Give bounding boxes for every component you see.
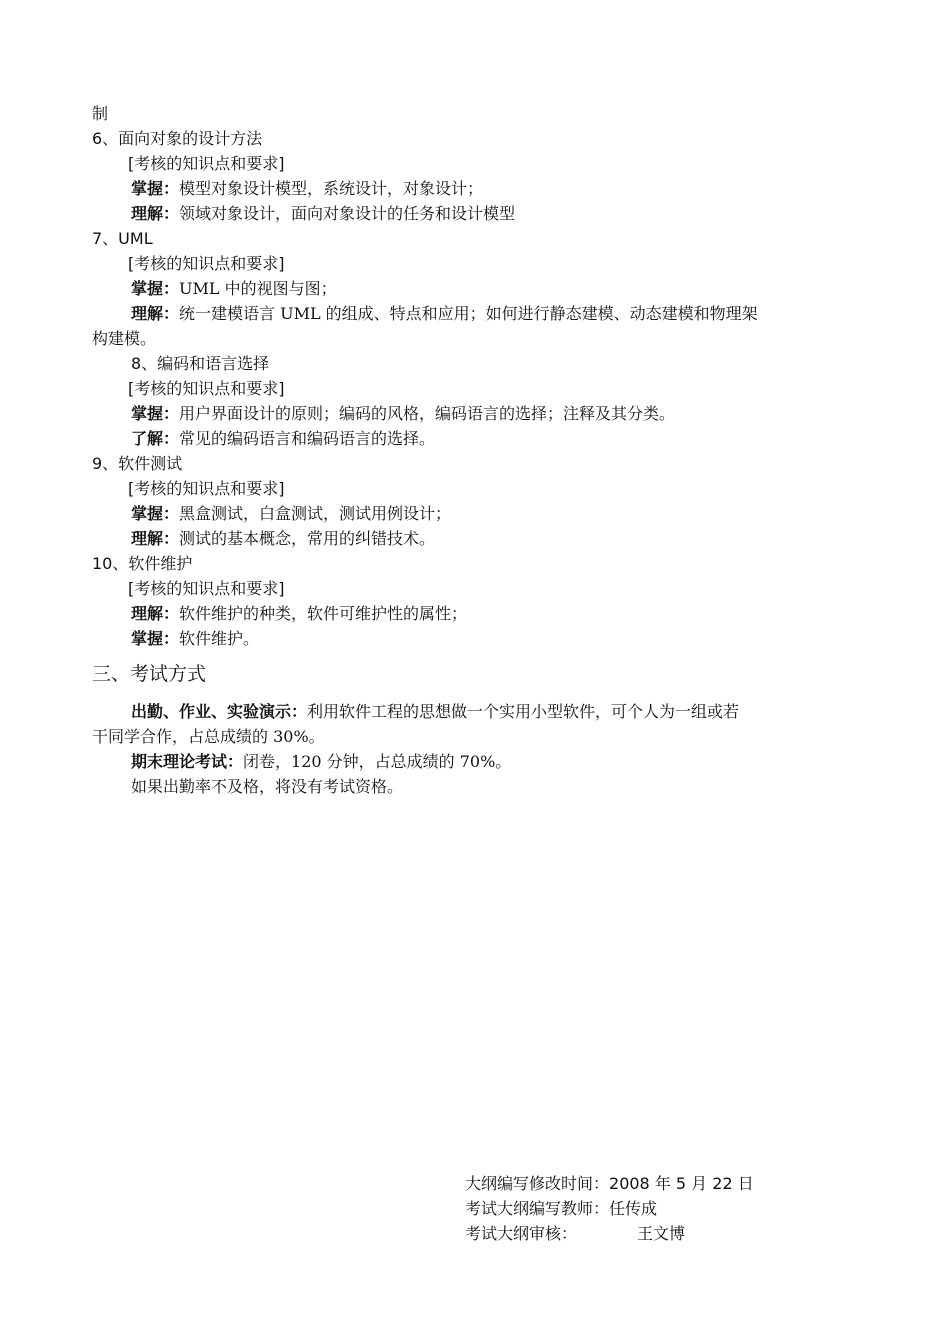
section-8-know bbox=[131, 427, 435, 451]
section-7-master bbox=[131, 277, 337, 301]
understand-label: 理解： bbox=[131, 604, 180, 623]
section-10-title: 10、软件维护 bbox=[92, 554, 193, 573]
understand-text: 领域对象设计，面向对象设计的任务和设计模型 bbox=[179, 204, 516, 223]
exam-attendance-continued: 干同学合作，占总成绩的 30%。 bbox=[92, 727, 325, 746]
section-10-understand bbox=[131, 602, 467, 626]
know-label: 了解： bbox=[131, 429, 180, 448]
author-line bbox=[465, 1197, 657, 1221]
section-8-title: 8、编码和语言选择 bbox=[131, 354, 270, 373]
master-text: UML 中的视图与图； bbox=[179, 279, 337, 298]
understand-text: 统一建模语言 UML 的组成、特点和应用；如何进行静态建模、动态建模和物理架 bbox=[179, 304, 758, 323]
master-label: 掌握： bbox=[131, 404, 180, 423]
exam-attendance-note: 如果出勤率不及格，将没有考试资格。 bbox=[131, 777, 404, 796]
section-9-title: 9、软件测试 bbox=[92, 454, 183, 473]
author-label: 考试大纲编写教师： bbox=[465, 1199, 610, 1218]
reviewer-line bbox=[465, 1222, 685, 1246]
exam-method-heading: 三、考试方式 bbox=[92, 663, 207, 685]
continued-text: 制 bbox=[92, 104, 109, 123]
understand-text: 软件维护的种类，软件可维护性的属性； bbox=[179, 604, 468, 623]
master-text: 用户界面设计的原则；编码的风格，编码语言的选择；注释及其分类。 bbox=[179, 404, 676, 423]
section-10-requirements: [考核的知识点和要求] bbox=[128, 579, 285, 598]
master-text: 黑盒测试，白盒测试，测试用例设计； bbox=[179, 504, 452, 523]
section-7-understand bbox=[131, 302, 758, 326]
section-9-master bbox=[131, 502, 451, 526]
final-exam-text: 闭卷，120 分钟，占总成绩的 70%。 bbox=[243, 752, 512, 771]
understand-label: 理解： bbox=[131, 529, 180, 548]
final-exam-label: 期末理论考试： bbox=[131, 752, 244, 771]
attendance-label: 出勤、作业、实验演示： bbox=[131, 702, 308, 721]
author-value: 任传成 bbox=[609, 1199, 658, 1218]
section-7-requirements: [考核的知识点和要求] bbox=[128, 254, 285, 273]
reviewer-label: 考试大纲审核： bbox=[465, 1224, 578, 1243]
understand-label: 理解： bbox=[131, 304, 180, 323]
section-7-title: 7、UML bbox=[92, 229, 153, 248]
revision-date-label: 大纲编写修改时间： bbox=[465, 1174, 610, 1193]
master-text: 软件维护。 bbox=[179, 629, 260, 648]
know-text: 常见的编码语言和编码语言的选择。 bbox=[179, 429, 436, 448]
section-10-master bbox=[131, 627, 259, 651]
master-label: 掌握： bbox=[131, 504, 180, 523]
exam-final-paragraph bbox=[131, 750, 511, 774]
section-9-understand bbox=[131, 527, 435, 551]
reviewer-value: 王文博 bbox=[637, 1224, 686, 1243]
understand-text: 测试的基本概念，常用的纠错技术。 bbox=[179, 529, 436, 548]
exam-attendance-paragraph bbox=[131, 700, 739, 724]
section-6-requirements: [考核的知识点和要求] bbox=[128, 154, 285, 173]
master-label: 掌握： bbox=[131, 279, 180, 298]
section-8-master bbox=[131, 402, 675, 426]
section-6-master bbox=[131, 177, 483, 201]
revision-date-value: 2008 年 5 月 22 日 bbox=[609, 1174, 754, 1193]
section-6-understand bbox=[131, 202, 515, 226]
master-label: 掌握： bbox=[131, 629, 180, 648]
section-6-title: 6、面向对象的设计方法 bbox=[92, 129, 263, 148]
section-8-requirements: [考核的知识点和要求] bbox=[128, 379, 285, 398]
master-text: 模型对象设计模型，系统设计，对象设计； bbox=[179, 179, 484, 198]
master-label: 掌握： bbox=[131, 179, 180, 198]
section-7-understand-continued: 构建模。 bbox=[92, 329, 157, 348]
understand-label: 理解： bbox=[131, 204, 180, 223]
revision-date-line bbox=[465, 1172, 754, 1196]
attendance-text: 利用软件工程的思想做一个实用小型软件，可个人为一组或若 bbox=[307, 702, 740, 721]
section-9-requirements: [考核的知识点和要求] bbox=[128, 479, 285, 498]
